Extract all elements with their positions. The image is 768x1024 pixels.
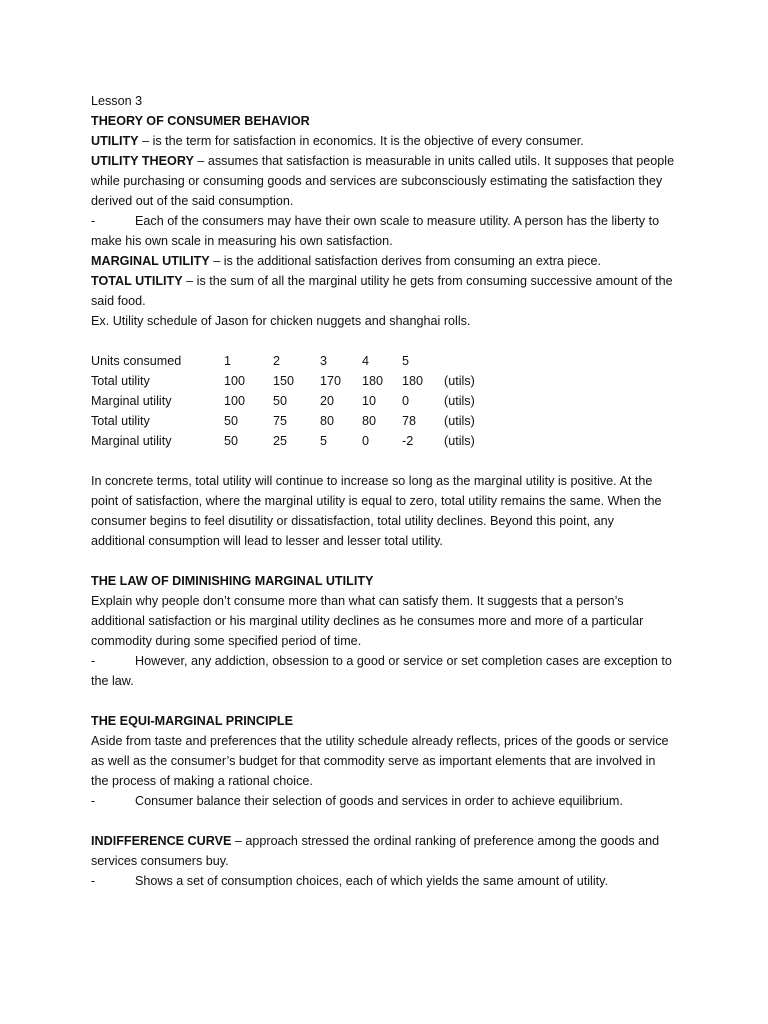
- table-row: [91, 411, 475, 431]
- bullet-dash: -: [91, 794, 96, 808]
- bullet-dash: -: [91, 214, 96, 228]
- utility-theory-term: UTILITY THEORY: [91, 154, 194, 168]
- total-utility-definition: [91, 271, 681, 291]
- unit-cell: (utils): [444, 394, 475, 408]
- table-cell: 75: [273, 414, 288, 428]
- table-cell: 5: [402, 354, 410, 368]
- row-label: Total utility: [91, 374, 150, 388]
- indifference-bullet-text: Shows a set of consumption choices, each of which yields the same amount of utility.: [135, 874, 608, 888]
- row-label: Marginal utility: [91, 434, 172, 448]
- table-cell: 10: [362, 394, 377, 408]
- utility-def-text: – is the term for satisfaction in economics. It is the objective of every consumer.: [138, 134, 584, 148]
- indifference-line-2: services consumers buy.: [91, 854, 229, 868]
- table-cell: 50: [224, 414, 239, 428]
- law-bullet-line-2: the law.: [91, 674, 134, 688]
- equi-line-3: the process of making a rational choice.: [91, 774, 313, 788]
- equi-line-2: as well as the consumer’s budget for that commodity serve as important elements that are involved in: [91, 754, 656, 768]
- table-row: [91, 371, 475, 391]
- law-heading: THE LAW OF DIMINISHING MARGINAL UTILITY: [91, 574, 374, 588]
- table-row: [91, 431, 475, 451]
- equi-heading: THE EQUI-MARGINAL PRINCIPLE: [91, 714, 293, 728]
- indifference-bullet: [91, 871, 681, 891]
- total-utility-line-2: said food.: [91, 294, 146, 308]
- row-label: Total utility: [91, 414, 150, 428]
- table-cell: 0: [402, 394, 410, 408]
- total-utility-term: TOTAL UTILITY: [91, 274, 183, 288]
- lesson-label: Lesson 3: [91, 94, 143, 108]
- concrete-terms-line-4: additional consumption will lead to lesser and lesser total utility.: [91, 534, 443, 548]
- bullet-dash: -: [91, 654, 96, 668]
- equi-bullet: [91, 791, 681, 811]
- indifference-curve-definition: [91, 831, 681, 851]
- row-label: Units consumed: [91, 354, 182, 368]
- utility-term: UTILITY: [91, 134, 139, 148]
- utility-theory-text: – assumes that satisfaction is measurable in units called utils. It supposes that people: [193, 154, 675, 168]
- indifference-curve-text: – approach stressed the ordinal ranking of preference among the goods and: [231, 834, 660, 848]
- table-cell: 170: [320, 374, 342, 388]
- unit-cell: [444, 351, 475, 371]
- unit-cell: (utils): [444, 414, 475, 428]
- scale-bullet-text: Each of the consumers may have their own scale to measure utility. A person has the liberty to: [135, 214, 660, 228]
- total-utility-text: – is the sum of all the marginal utility he gets from consuming successive amount of the: [182, 274, 673, 288]
- marginal-utility-term: MARGINAL UTILITY: [91, 254, 210, 268]
- table-cell: 1: [224, 354, 232, 368]
- table-cell: 150: [273, 374, 295, 388]
- table-cell: 100: [224, 394, 246, 408]
- concrete-terms-line-3: consumer begins to feel disutility or dissatisfaction, total utility declines. Beyond this point, any: [91, 514, 614, 528]
- table-row: [91, 391, 475, 411]
- utility-theory-line-2: while purchasing or consuming goods and services are subconsciously estimating the satisfaction they: [91, 174, 663, 188]
- utility-schedule-table: [91, 351, 475, 451]
- utility-theory-line-3: derived out of the said consumption.: [91, 194, 294, 208]
- equi-line-1: Aside from taste and preferences that the utility schedule already reflects, prices of the goods or service: [91, 734, 669, 748]
- table-cell: 180: [362, 374, 384, 388]
- table-cell: 80: [362, 414, 377, 428]
- concrete-terms-line-1: In concrete terms, total utility will continue to increase so long as the marginal utility is positive. At the: [91, 474, 653, 488]
- law-line-3: commodity during some specified period of time.: [91, 634, 362, 648]
- table-cell: 180: [402, 374, 424, 388]
- document-content: [91, 91, 681, 891]
- equi-bullet-text: Consumer balance their selection of goods and services in order to achieve equilibrium.: [135, 794, 623, 808]
- table-cell: 5: [320, 434, 328, 448]
- law-line-2: additional satisfaction or his marginal utility declines as he consumes more and more of a particular: [91, 614, 644, 628]
- bullet-dash: -: [91, 874, 96, 888]
- table-cell: 20: [320, 394, 335, 408]
- scale-bullet: [91, 211, 681, 231]
- concrete-terms-line-2: point of satisfaction, where the marginal utility is equal to zero, total utility remains the same. When the: [91, 494, 662, 508]
- example-caption: Ex. Utility schedule of Jason for chicken nuggets and shanghai rolls.: [91, 314, 471, 328]
- table-cell: 50: [224, 434, 239, 448]
- table-cell: 2: [273, 354, 281, 368]
- utility-theory-definition: [91, 151, 681, 171]
- marginal-utility-definition: [91, 251, 681, 271]
- table-row: [91, 351, 475, 371]
- indifference-curve-term: INDIFFERENCE CURVE: [91, 834, 232, 848]
- law-bullet-text: However, any addiction, obsession to a good or service or set completion cases are exception to: [135, 654, 672, 668]
- table-cell: -2: [402, 434, 414, 448]
- table-cell: 50: [273, 394, 288, 408]
- table-cell: 78: [402, 414, 417, 428]
- row-label: Marginal utility: [91, 394, 172, 408]
- law-bullet: [91, 651, 681, 671]
- table-cell: 4: [362, 354, 370, 368]
- marginal-utility-text: – is the additional satisfaction derives from consuming an extra piece.: [209, 254, 602, 268]
- table-cell: 3: [320, 354, 328, 368]
- document-title: THEORY OF CONSUMER BEHAVIOR: [91, 114, 310, 128]
- scale-bullet-line-2: make his own scale in measuring his own satisfaction.: [91, 234, 393, 248]
- table-cell: 25: [273, 434, 288, 448]
- table-cell: 0: [362, 434, 370, 448]
- unit-cell: (utils): [444, 374, 475, 388]
- unit-cell: (utils): [444, 434, 475, 448]
- table-cell: 100: [224, 374, 246, 388]
- law-line-1: Explain why people don’t consume more than what can satisfy them. It suggests that a person’s: [91, 594, 624, 608]
- utility-definition: [91, 131, 681, 151]
- table-cell: 80: [320, 414, 335, 428]
